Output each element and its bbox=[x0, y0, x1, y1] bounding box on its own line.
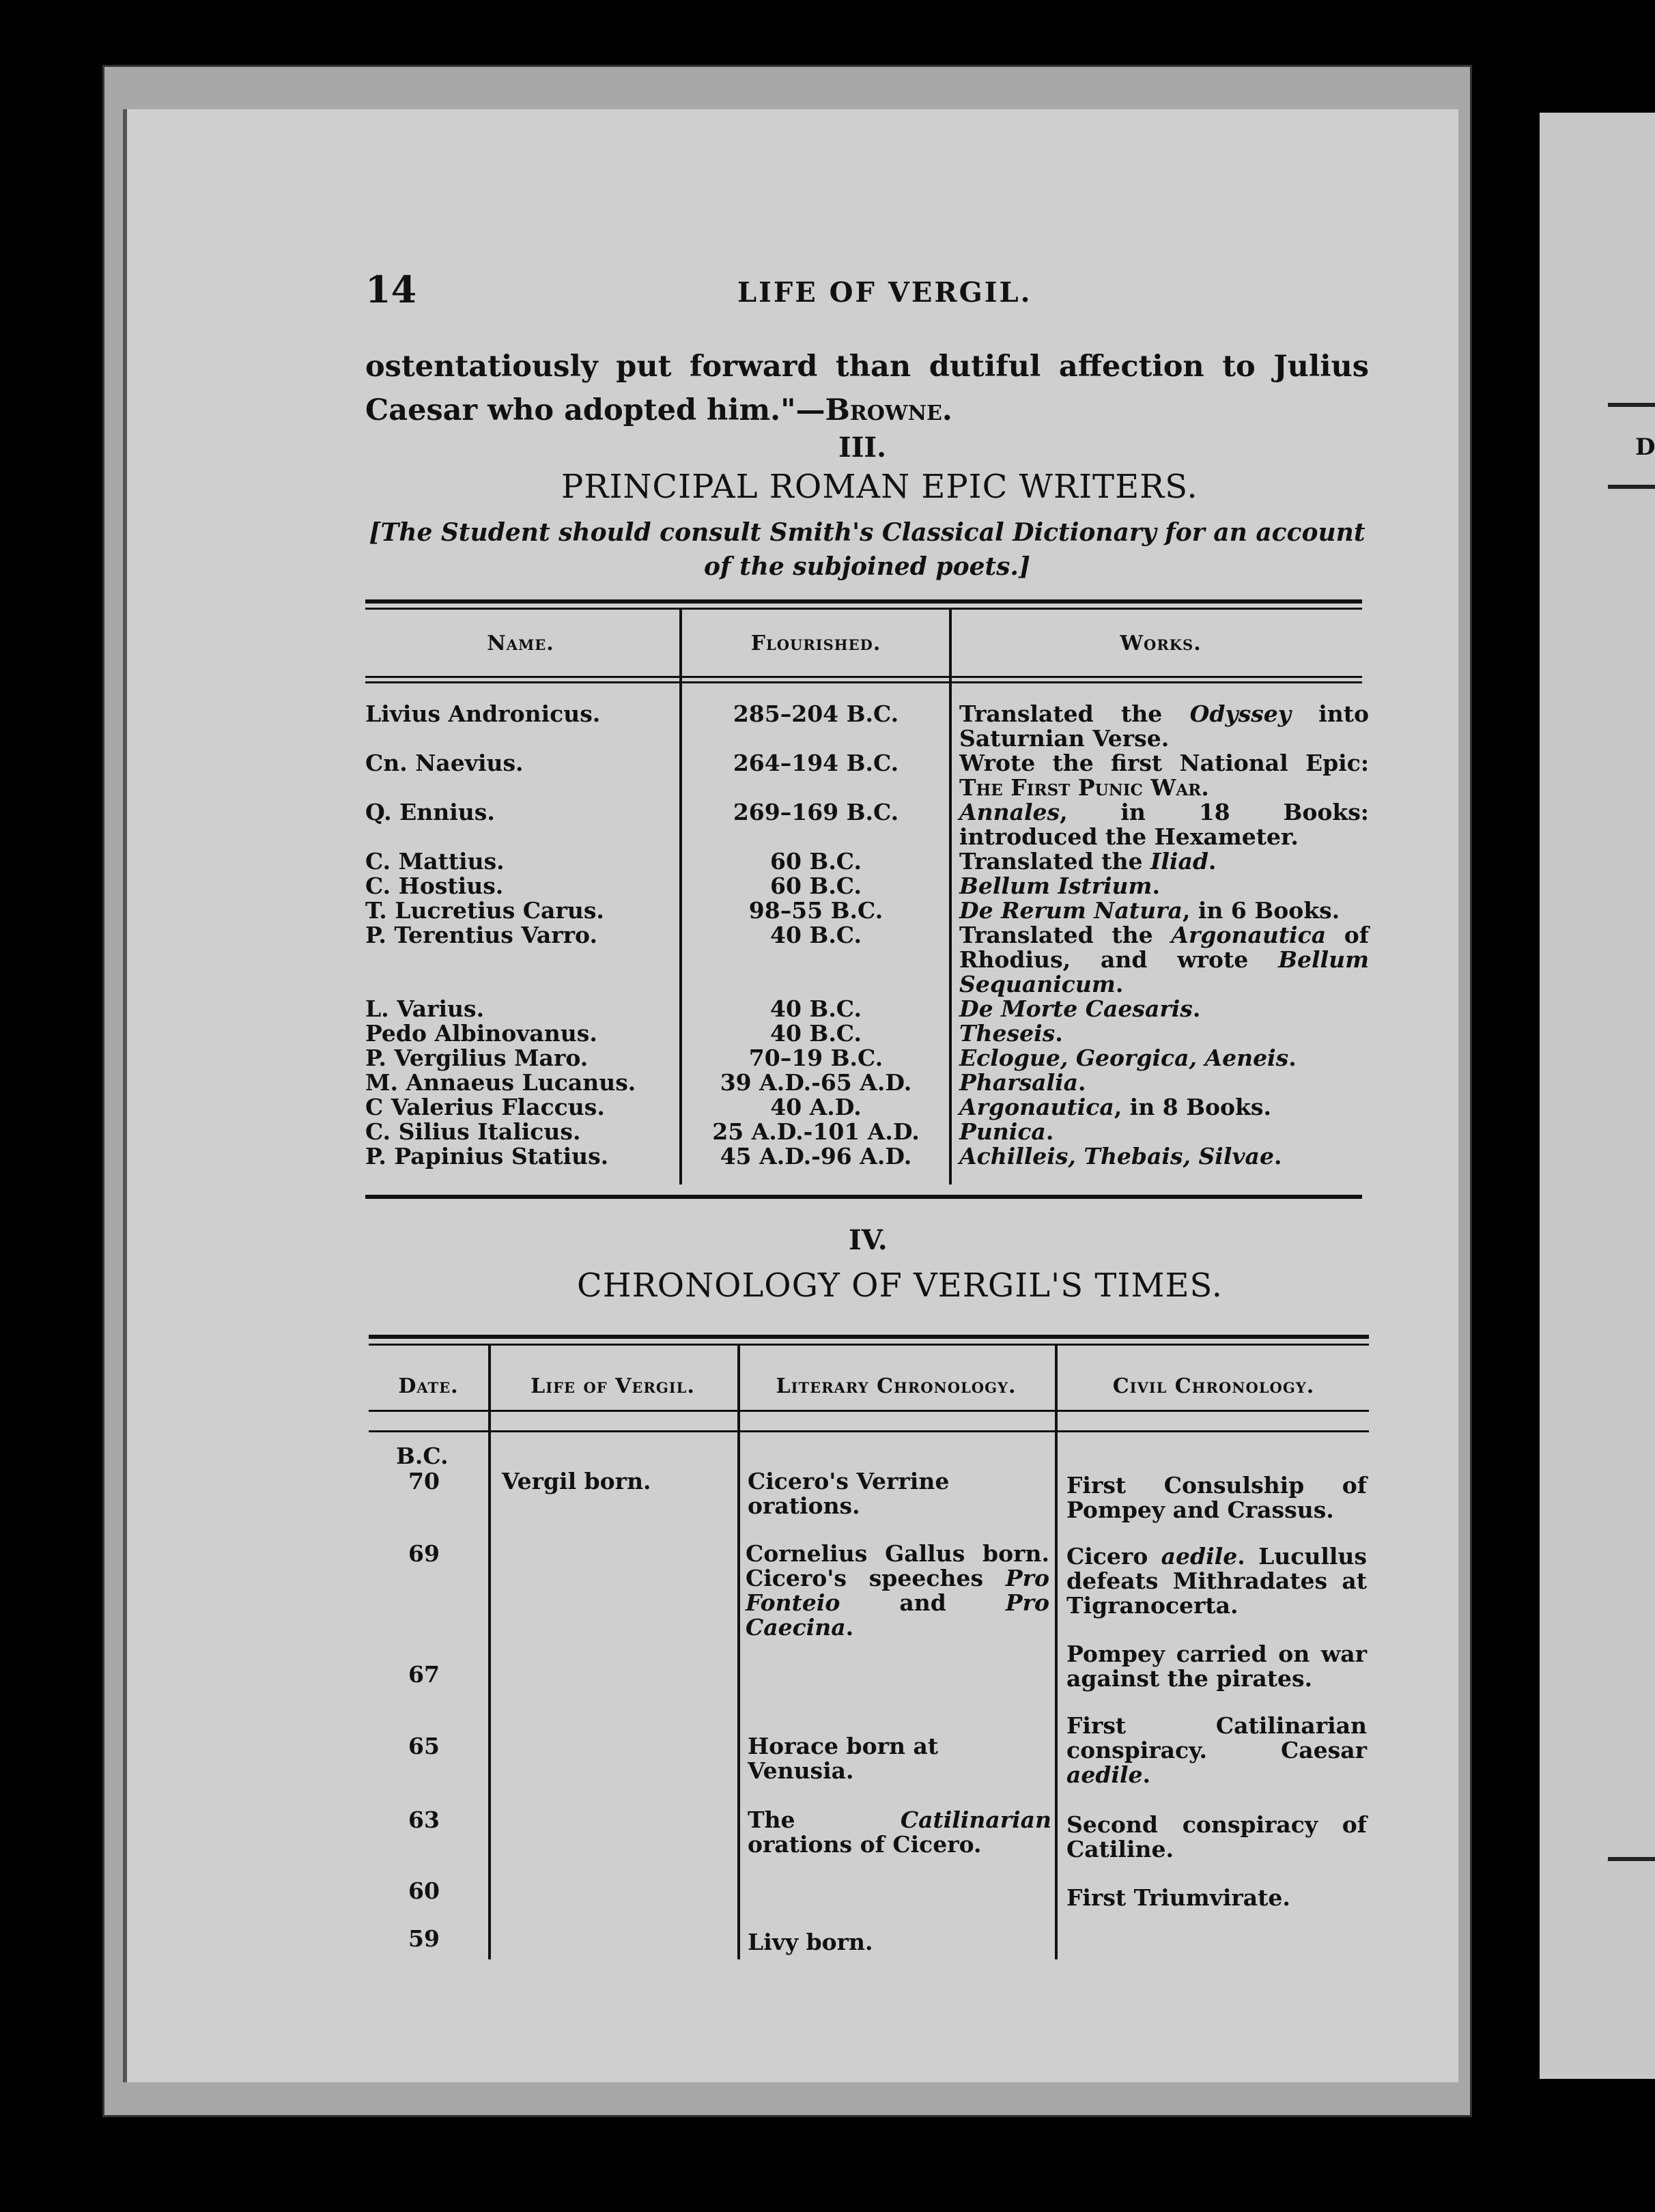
civil-60: First Triumvirate. bbox=[1066, 1884, 1290, 1911]
col-header-life: Life of Vergil. bbox=[531, 1374, 695, 1398]
intro-paragraph: ostentatiously put forward than dutiful affection to Julius Caesar who adopted him."—Browne. bbox=[365, 350, 1369, 427]
civil-69: Cicero aedile. Lucullus defeats Mithradates at Tigranocerta. bbox=[1066, 1543, 1367, 1619]
section-4-numeral: IV. bbox=[849, 1224, 888, 1256]
table-row: L. Varius. bbox=[365, 995, 485, 1022]
col-header-civil: Civil Chronology. bbox=[1112, 1374, 1315, 1398]
table-row: P. Vergilius Maro. bbox=[365, 1045, 589, 1071]
table-row: C. Silius Italicus. bbox=[365, 1118, 581, 1145]
table-row: C. Mattius. bbox=[365, 848, 505, 875]
col-header-date: Date. bbox=[398, 1374, 459, 1398]
section-3-numeral: III. bbox=[838, 431, 887, 464]
life-70: Vergil born. bbox=[502, 1468, 651, 1494]
facing-page-edge: D bbox=[1540, 113, 1655, 2079]
section-3-note: [The Student should consult Smith's Classical Dictionary for an account of the subjoined poets.] bbox=[369, 518, 1366, 581]
page-number: 14 bbox=[365, 268, 417, 311]
literary-70: Cicero's Verrine orations. bbox=[748, 1468, 950, 1519]
date-65: 65 bbox=[408, 1733, 440, 1759]
civil-70: First Consulship of Pompey and Crassus. bbox=[1066, 1472, 1367, 1523]
date-63: 63 bbox=[408, 1806, 440, 1833]
date-67: 67 bbox=[408, 1661, 440, 1688]
works-column: Translated the Odyssey into Saturnian Verse. Wrote the first National Epic: The First Punic War. Annales, in 18 Books: introduced the Hexameter. Translated the Iliad. Bellum Istrium. De Rerum Natura, in 6 Books. Translated the Argonautica of Rhodius, and wrote Bellum Sequanicum. De Morte Caesaris. Theseis. Eclogue, Georgica, Aeneis. Pharsalia. Argonautica, in 8 Books. Punica. Achilleis, Thebais, Silvae. bbox=[959, 700, 1369, 1169]
col-header-literary: Literary Chronology. bbox=[776, 1374, 1017, 1398]
table-row: P. Papinius Statius. bbox=[365, 1143, 609, 1169]
col-header-works: Works. bbox=[1120, 632, 1202, 655]
civil-65: First Catilinarian conspiracy. Caesar aedile. bbox=[1066, 1712, 1367, 1788]
civil-67: Pompey carried on war against the pirates. bbox=[1066, 1641, 1367, 1692]
literary-65: Horace born at Venusia. bbox=[748, 1733, 939, 1784]
literary-69: Cornelius Gallus born. Cicero's speeches Pro Fonteio and Pro Caecina. bbox=[746, 1540, 1049, 1641]
date-70: 70 bbox=[408, 1468, 440, 1494]
col-header-name: Name. bbox=[487, 632, 554, 655]
literary-63: The Catilinarian orations of Cicero. bbox=[748, 1806, 1051, 1858]
table-row: M. Annaeus Lucanus. bbox=[365, 1069, 636, 1096]
section-3-title: PRINCIPAL ROMAN EPIC WRITERS. bbox=[561, 468, 1198, 506]
table-row: Q. Ennius. bbox=[365, 799, 495, 825]
date-59: 59 bbox=[408, 1925, 440, 1952]
table-row: Cn. Naevius. bbox=[365, 750, 524, 776]
era-label: B.C. bbox=[396, 1443, 449, 1469]
table-row: C. Hostius. bbox=[365, 873, 504, 899]
table-row: C Valerius Flaccus. bbox=[365, 1094, 605, 1120]
section-4-title: CHRONOLOGY OF VERGIL'S TIMES. bbox=[577, 1266, 1223, 1305]
running-head: LIFE OF VERGIL. bbox=[737, 276, 1032, 309]
flourished-column: 285–204 B.C. 264–194 B.C. 269–169 B.C. 60 B.C. 60 B.C. 98–55 B.C. 40 B.C. 40 B.C. 40 B.C. 70–19 B.C. 39 A.D.-65 A.D. 40 A.D. 25 A.D.-101 A.D. 45 A.D.-96 A.D. bbox=[712, 700, 920, 1169]
date-69: 69 bbox=[408, 1540, 440, 1567]
table-row: Livius Andronicus. bbox=[365, 700, 601, 727]
table-row: Pedo Albinovanus. bbox=[365, 1020, 597, 1047]
table-row: T. Lucretius Carus. bbox=[365, 897, 604, 924]
civil-63: Second conspiracy of Catiline. bbox=[1066, 1811, 1367, 1862]
table-row: P. Terentius Varro. bbox=[365, 922, 597, 948]
literary-59: Livy born. bbox=[748, 1929, 873, 1955]
col-header-flourished: Flourished. bbox=[750, 632, 881, 655]
names-column bbox=[365, 702, 673, 1169]
date-60: 60 bbox=[408, 1877, 440, 1904]
